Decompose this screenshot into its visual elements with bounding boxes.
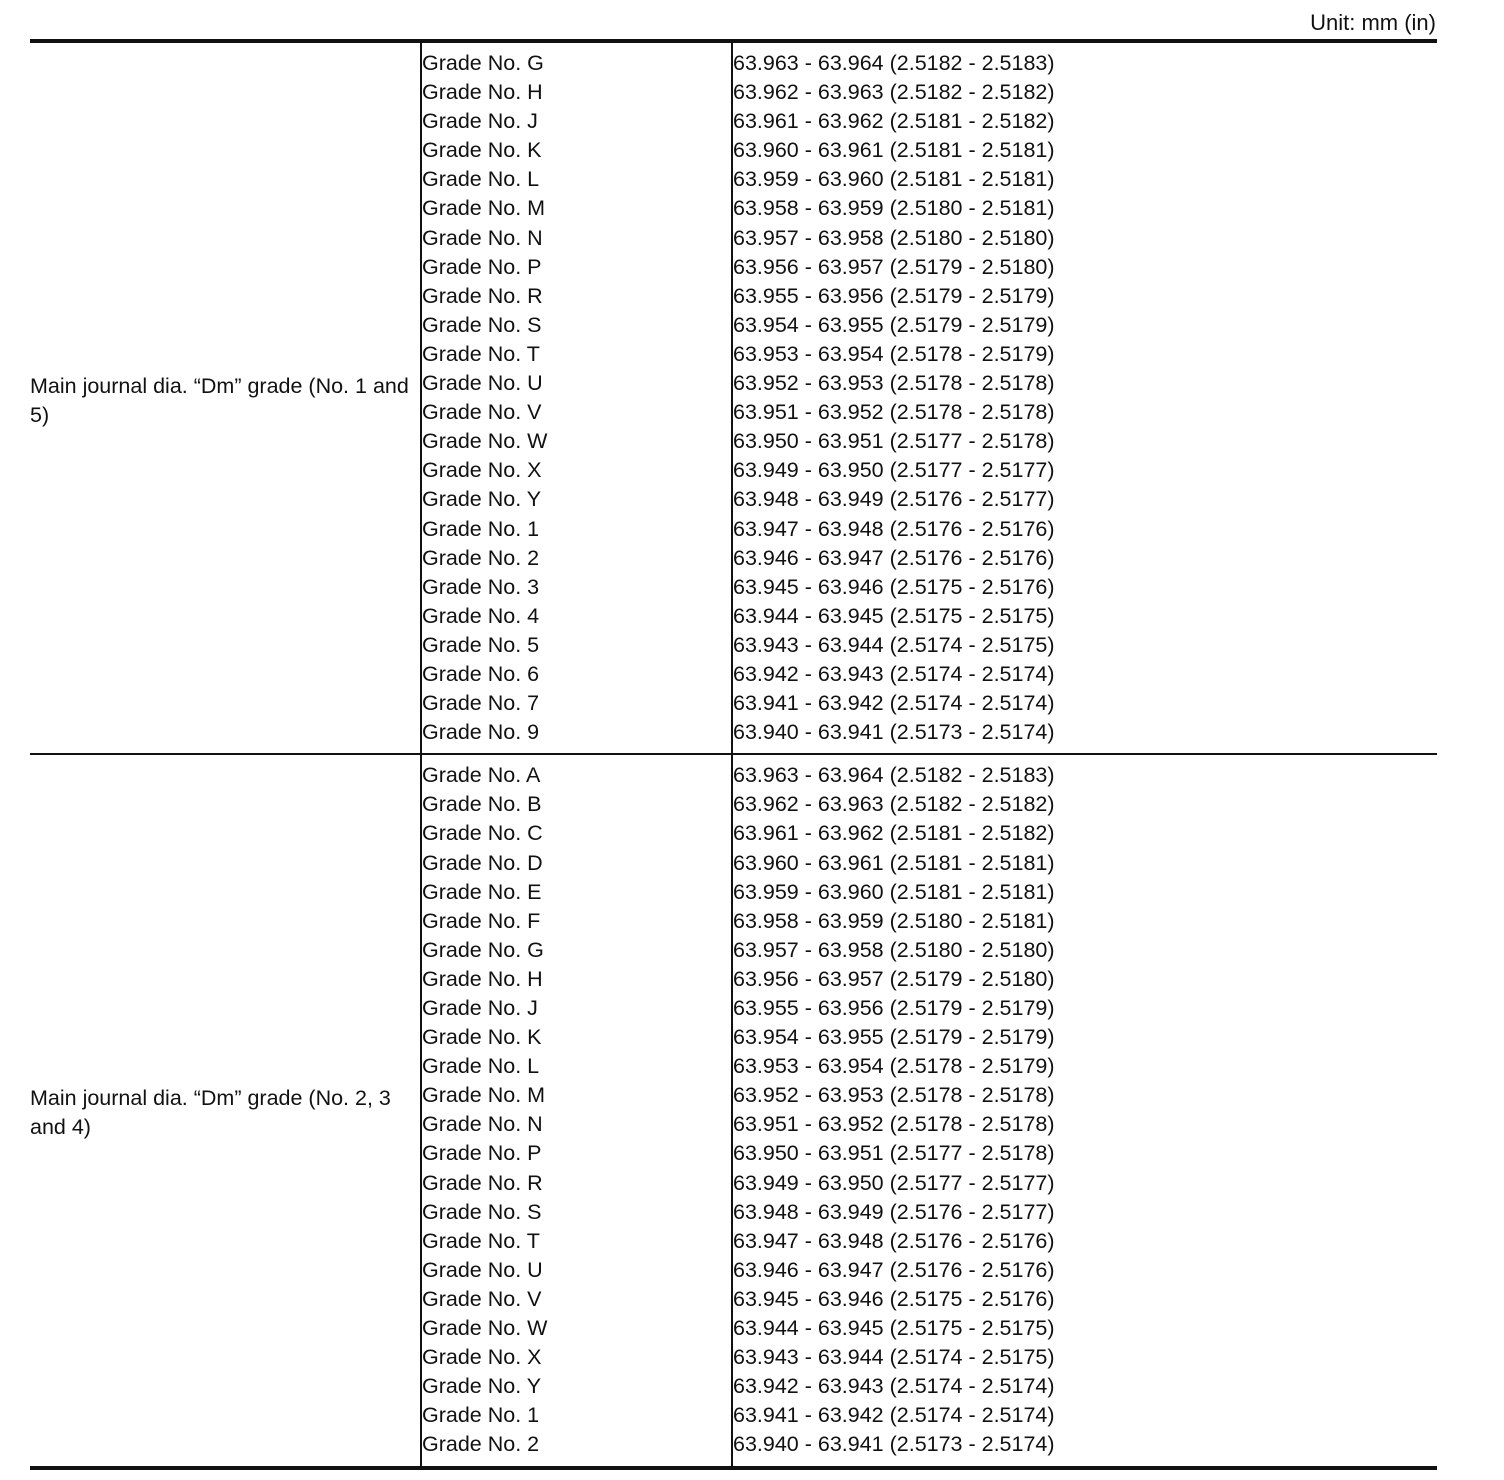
grade-number: Grade No. H — [421, 78, 732, 107]
diameter-value: 63.950 - 63.951 (2.5177 - 2.5178) — [732, 427, 1437, 456]
diameter-value: 63.963 - 63.964 (2.5182 - 2.5183) — [732, 49, 1437, 78]
diameter-value: 63.948 - 63.949 (2.5176 - 2.5177) — [732, 485, 1437, 514]
spacer-row — [30, 41, 1437, 49]
grade-number: Grade No. M — [421, 1081, 732, 1110]
diameter-value: 63.962 - 63.963 (2.5182 - 2.5182) — [732, 790, 1437, 819]
grade-number: Grade No. T — [421, 1227, 732, 1256]
grade-number: Grade No. D — [421, 849, 732, 878]
diameter-value: 63.943 - 63.944 (2.5174 - 2.5175) — [732, 1343, 1437, 1372]
grade-number: Grade No. Y — [421, 1372, 732, 1401]
diameter-value: 63.950 - 63.951 (2.5177 - 2.5178) — [732, 1139, 1437, 1168]
grade-number: Grade No. 7 — [421, 689, 732, 718]
diameter-value: 63.951 - 63.952 (2.5178 - 2.5178) — [732, 1110, 1437, 1139]
diameter-value: 63.945 - 63.946 (2.5175 - 2.5176) — [732, 573, 1437, 602]
grade-number: Grade No. T — [421, 340, 732, 369]
grade-number: Grade No. 1 — [421, 515, 732, 544]
diameter-value: 63.946 - 63.947 (2.5176 - 2.5176) — [732, 1256, 1437, 1285]
diameter-value: 63.941 - 63.942 (2.5174 - 2.5174) — [732, 689, 1437, 718]
grade-number: Grade No. A — [421, 761, 732, 790]
grade-number: Grade No. 2 — [421, 1430, 732, 1459]
grade-number: Grade No. M — [421, 194, 732, 223]
grade-number: Grade No. X — [421, 1343, 732, 1372]
diameter-value: 63.960 - 63.961 (2.5181 - 2.5181) — [732, 849, 1437, 878]
diameter-value: 63.951 - 63.952 (2.5178 - 2.5178) — [732, 398, 1437, 427]
diameter-value: 63.940 - 63.941 (2.5173 - 2.5174) — [732, 718, 1437, 747]
diameter-value: 63.962 - 63.963 (2.5182 - 2.5182) — [732, 78, 1437, 107]
diameter-value: 63.943 - 63.944 (2.5174 - 2.5175) — [732, 631, 1437, 660]
grade-number: Grade No. F — [421, 907, 732, 936]
grade-number: Grade No. X — [421, 456, 732, 485]
grade-number: Grade No. H — [421, 965, 732, 994]
grade-number: Grade No. 1 — [421, 1401, 732, 1430]
unit-label: Unit: mm (in) — [1310, 10, 1436, 35]
diameter-value: 63.954 - 63.955 (2.5179 - 2.5179) — [732, 311, 1437, 340]
grade-number: Grade No. G — [421, 936, 732, 965]
grade-number: Grade No. L — [421, 165, 732, 194]
grade-number: Grade No. 5 — [421, 631, 732, 660]
diameter-value: 63.952 - 63.953 (2.5178 - 2.5178) — [732, 1081, 1437, 1110]
table-row — [30, 761, 1437, 790]
grade-number: Grade No. S — [421, 311, 732, 340]
grade-number: Grade No. 2 — [421, 544, 732, 573]
diameter-value: 63.953 - 63.954 (2.5178 - 2.5179) — [732, 340, 1437, 369]
grade-number: Grade No. V — [421, 1285, 732, 1314]
grade-number: Grade No. W — [421, 427, 732, 456]
diameter-value: 63.946 - 63.947 (2.5176 - 2.5176) — [732, 544, 1437, 573]
diameter-value: 63.958 - 63.959 (2.5180 - 2.5181) — [732, 194, 1437, 223]
diameter-value: 63.942 - 63.943 (2.5174 - 2.5174) — [732, 660, 1437, 689]
grade-number: Grade No. B — [421, 790, 732, 819]
grade-number: Grade No. E — [421, 878, 732, 907]
diameter-value: 63.959 - 63.960 (2.5181 - 2.5181) — [732, 165, 1437, 194]
diameter-value: 63.942 - 63.943 (2.5174 - 2.5174) — [732, 1372, 1437, 1401]
grade-number: Grade No. K — [421, 1023, 732, 1052]
grade-number: Grade No. K — [421, 136, 732, 165]
diameter-value: 63.955 - 63.956 (2.5179 - 2.5179) — [732, 994, 1437, 1023]
group-label: Main journal dia. “Dm” grade (No. 1 and 5) — [30, 374, 409, 428]
grade-number: Grade No. 9 — [421, 718, 732, 747]
grade-number: Grade No. J — [421, 994, 732, 1023]
diameter-value: 63.952 - 63.953 (2.5178 - 2.5178) — [732, 369, 1437, 398]
diameter-value: 63.956 - 63.957 (2.5179 - 2.5180) — [732, 253, 1437, 282]
grade-number: Grade No. R — [421, 1169, 732, 1198]
grade-number: Grade No. R — [421, 282, 732, 311]
diameter-value: 63.955 - 63.956 (2.5179 - 2.5179) — [732, 282, 1437, 311]
grade-number: Grade No. N — [421, 224, 732, 253]
diameter-value: 63.956 - 63.957 (2.5179 - 2.5180) — [732, 965, 1437, 994]
grade-number: Grade No. S — [421, 1198, 732, 1227]
diameter-value: 63.960 - 63.961 (2.5181 - 2.5181) — [732, 136, 1437, 165]
diameter-value: 63.947 - 63.948 (2.5176 - 2.5176) — [732, 515, 1437, 544]
spec-table — [30, 39, 1437, 1470]
diameter-value: 63.954 - 63.955 (2.5179 - 2.5179) — [732, 1023, 1437, 1052]
diameter-value: 63.944 - 63.945 (2.5175 - 2.5175) — [732, 1314, 1437, 1343]
grade-group — [30, 754, 1437, 1467]
diameter-value: 63.959 - 63.960 (2.5181 - 2.5181) — [732, 878, 1437, 907]
grade-number: Grade No. W — [421, 1314, 732, 1343]
diameter-value: 63.941 - 63.942 (2.5174 - 2.5174) — [732, 1401, 1437, 1430]
diameter-value: 63.945 - 63.946 (2.5175 - 2.5176) — [732, 1285, 1437, 1314]
group-label: Main journal dia. “Dm” grade (No. 2, 3 and 4) — [30, 1086, 391, 1140]
diameter-value: 63.961 - 63.962 (2.5181 - 2.5182) — [732, 107, 1437, 136]
spacer-row — [30, 754, 1437, 761]
diameter-value: 63.948 - 63.949 (2.5176 - 2.5177) — [732, 1198, 1437, 1227]
grade-number: Grade No. U — [421, 1256, 732, 1285]
grade-number: Grade No. 6 — [421, 660, 732, 689]
diameter-value: 63.957 - 63.958 (2.5180 - 2.5180) — [732, 224, 1437, 253]
grade-number: Grade No. C — [421, 819, 732, 848]
grade-number: Grade No. G — [421, 49, 732, 78]
diameter-value: 63.961 - 63.962 (2.5181 - 2.5182) — [732, 819, 1437, 848]
grade-number: Grade No. P — [421, 1139, 732, 1168]
diameter-value: 63.958 - 63.959 (2.5180 - 2.5181) — [732, 907, 1437, 936]
grade-number: Grade No. P — [421, 253, 732, 282]
grade-number: Grade No. N — [421, 1110, 732, 1139]
grade-number: Grade No. V — [421, 398, 732, 427]
grade-number: Grade No. L — [421, 1052, 732, 1081]
grade-number: Grade No. 4 — [421, 602, 732, 631]
diameter-value: 63.940 - 63.941 (2.5173 - 2.5174) — [732, 1430, 1437, 1459]
diameter-value: 63.949 - 63.950 (2.5177 - 2.5177) — [732, 1169, 1437, 1198]
table-row — [30, 49, 1437, 78]
diameter-value: 63.963 - 63.964 (2.5182 - 2.5183) — [732, 761, 1437, 790]
grade-number: Grade No. J — [421, 107, 732, 136]
diameter-value: 63.949 - 63.950 (2.5177 - 2.5177) — [732, 456, 1437, 485]
grade-group — [30, 41, 1437, 754]
diameter-value: 63.947 - 63.948 (2.5176 - 2.5176) — [732, 1227, 1437, 1256]
grade-number: Grade No. 3 — [421, 573, 732, 602]
diameter-value: 63.957 - 63.958 (2.5180 - 2.5180) — [732, 936, 1437, 965]
diameter-value: 63.944 - 63.945 (2.5175 - 2.5175) — [732, 602, 1437, 631]
diameter-value: 63.953 - 63.954 (2.5178 - 2.5179) — [732, 1052, 1437, 1081]
grade-number: Grade No. Y — [421, 485, 732, 514]
grade-number: Grade No. U — [421, 369, 732, 398]
